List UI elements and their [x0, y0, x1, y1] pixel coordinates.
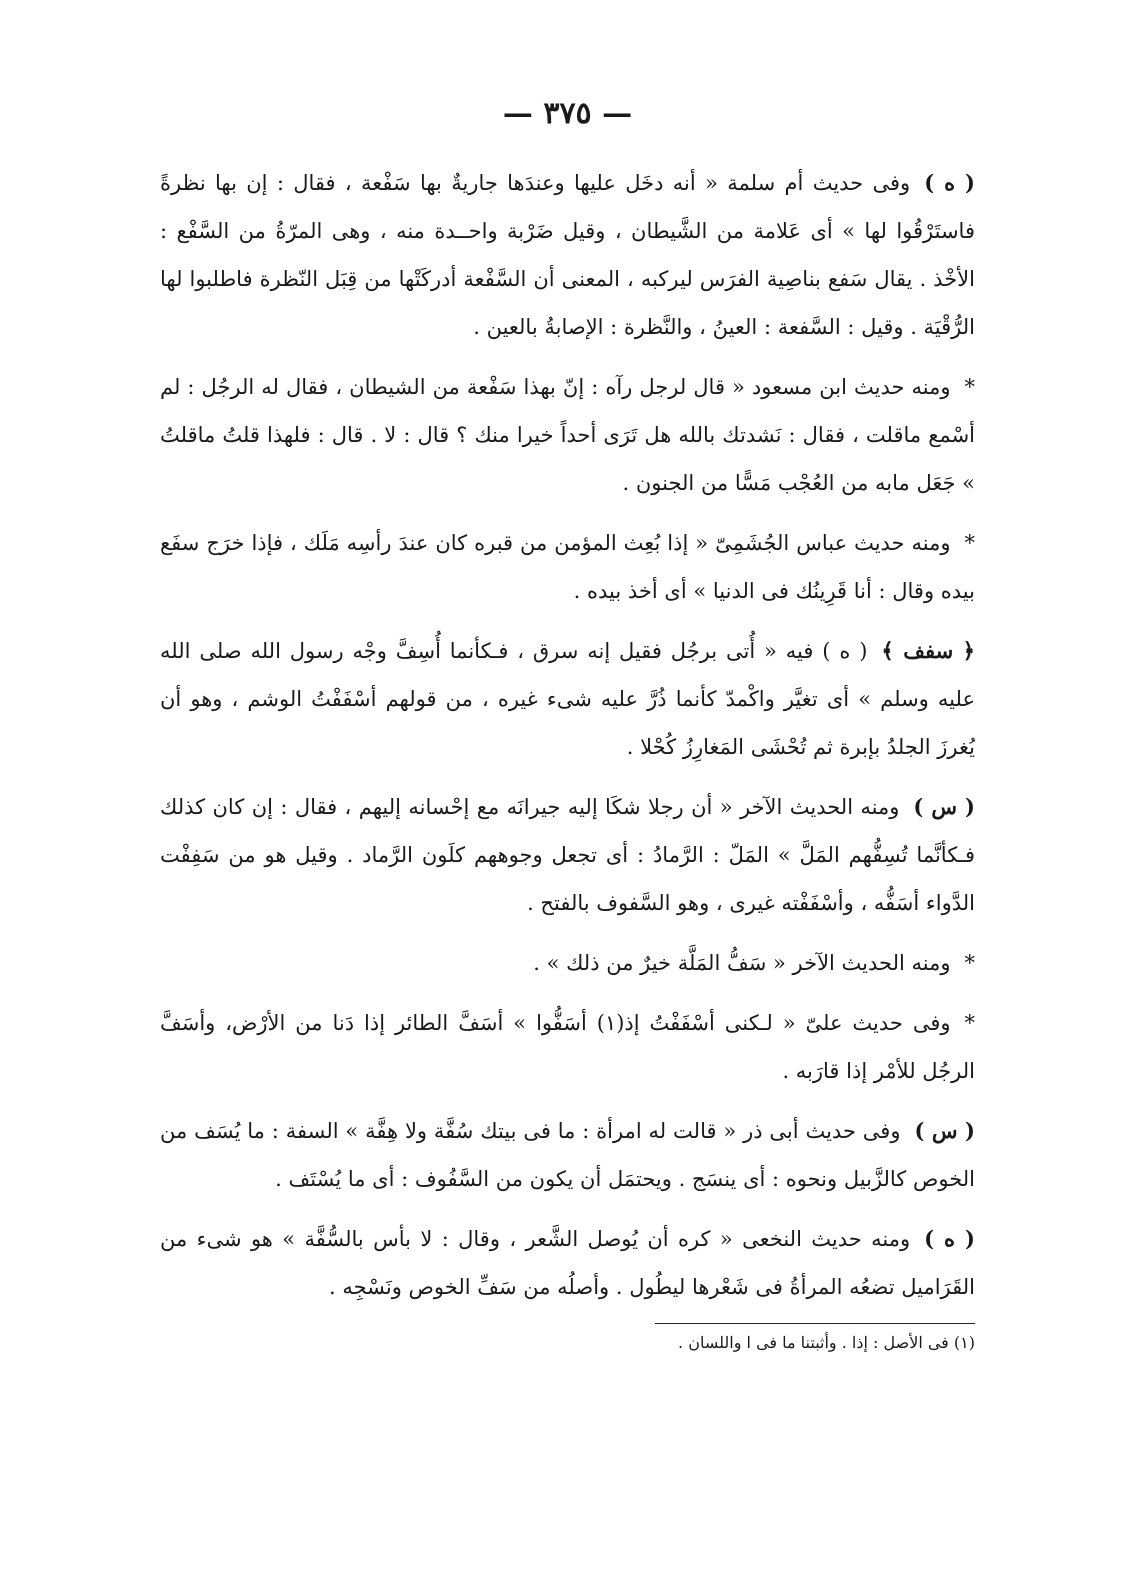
paragraph-text: ومنه الحديث الآخر « سَفُّ المَلَّة خيرٌ من ذلك » . — [533, 951, 951, 975]
paragraph-3 — [160, 519, 975, 615]
paragraph-7 — [160, 999, 975, 1095]
paragraph-text: ( ه ) فيه « أُتى برجُل فقيل إنه سرق ، فـكأنما أُسِفَّ وجْه رسول الله صلى الله عليه وسلم » أى تغيَّر واكْمدّ كأنما ذُرَّ عليه شىء غيره ، من قولهم أسْفَفْتُ الوشم ، وهو أن يُغرزَ الجلدُ بإبرة ثم تُحْشَى المَغارِزُ كُحْلا . — [160, 639, 975, 759]
page-number: — ٣٧٥ — — [502, 96, 633, 131]
paragraph-5 — [160, 783, 975, 927]
paragraph-text: وفى حديث علىّ « لـكنى أسْفَفْتُ إذ(١) أسَفُّوا » أسَفَّ الطائر إذا دَنا من الأرْض، وأسَفَّ الرجُل للأمْر إذا قارَبه . — [160, 1011, 975, 1083]
paragraph-1 — [160, 159, 975, 351]
paragraph-2 — [160, 363, 975, 507]
paragraph-4 — [160, 627, 975, 771]
footnote: (١) فى الأصل : إذا . وأثبتنا ما فى ا واللسان . — [678, 1333, 975, 1352]
paragraph-tag: ( ه ) — [924, 1226, 975, 1251]
paragraph-tag: ( س ) — [913, 794, 975, 819]
paragraph-8 — [160, 1107, 975, 1203]
paragraph-text: وفى حديث أبى ذر « قالت له امرأة : ما فى بيتك سُفَّة ولا هِفَّة » السفة : ما يُسَف من الخوص كالزَّبيل ونحوه : أى ينسَج . ويحتمَل أن يكون من السَّفُوف : أى ما يُسْتَف . — [160, 1119, 975, 1191]
paragraph-tag: * — [964, 531, 975, 555]
paragraph-tag: ( س ) — [914, 1118, 975, 1143]
paragraph-6 — [160, 939, 975, 987]
footnote-divider — [655, 1323, 975, 1324]
paragraph-text: ومنه حديث النخعى « كره أن يُوصل الشَّعر ، وقال : لا بأس بالسُّفَّة » هو شىء من القَرَاميل تضعُه المرأةُ فى شَعْرها ليطُول . وأصلُه من سَفِّ الخوص ونَسْجِه . — [160, 1227, 975, 1299]
paragraph-tag: * — [964, 951, 975, 975]
paragraph-text: ومنه حديث عباس الجُشَمِىّ « إذا بُعِث المؤمن من قبره كان عندَ رأسِه مَلَك ، فإذا خرَج سفَع بيده وقال : أنا قَرِينُك فى الدنيا » أى أخذ بيده . — [160, 531, 975, 603]
paragraph-text: ومنه حديث ابن مسعود « قال لرجل رآه : إنّ بهذا سَفْعة من الشيطان ، فقال له الرجُل : لم أسْمع ماقلت ، فقال : نَشدتك بالله هل تَرَى أحداً خيرا منك ؟ قال : لا . قال : فلهذا قلتُ ماقلتُ » جَعَل مابه من العُجْب مَسًّا من الجنون . — [160, 375, 975, 495]
paragraph-text: وفى حديث أم سلمة « أنه دخَل عليها وعندَها جاريةٌ بها سَفْعة ، فقال : إن بها نظرةً فاستَرْقُوا لها » أى عَلامة من الشَّيطان ، وقيل ضَرْبة واحــدة منه ، وهى المرّةُ من السَّفْع : الأخْذ . يقال سَفع بناصِية الفرَس ليركبه ، المعنى أن السَّفْعة أدركَتْها من قِبَل النّظرة فاطلبوا لها الرُّقْيَة . وقيل : السَّفعة : العينُ ، والنَّظرة : الإصابةُ بالعين . — [160, 171, 975, 339]
paragraph-text: ومنه الحديث الآخر « أن رجلا شكَا إليه جيرانَه مع إحْسانه إليهم ، فقال : إن كان كذلك فـكأنَّما تُسِفُّهم المَلَّ » المَلّ : الرَّمادُ : أى تجعل وجوههم كلَون الرَّماد . وقيل هو من سَفِفْت الدَّواء أسَفُّه ، وأسْفَفْته غيرى ، وهو السَّفوف بالفتح . — [160, 795, 975, 915]
entry-heading: ﴿ سفف ﴾ — [881, 638, 975, 663]
paragraph-tag: * — [964, 375, 975, 399]
paragraph-tag: ( ه ) — [924, 170, 975, 195]
paragraph-tag: * — [964, 1011, 976, 1035]
paragraph-9 — [160, 1215, 975, 1311]
